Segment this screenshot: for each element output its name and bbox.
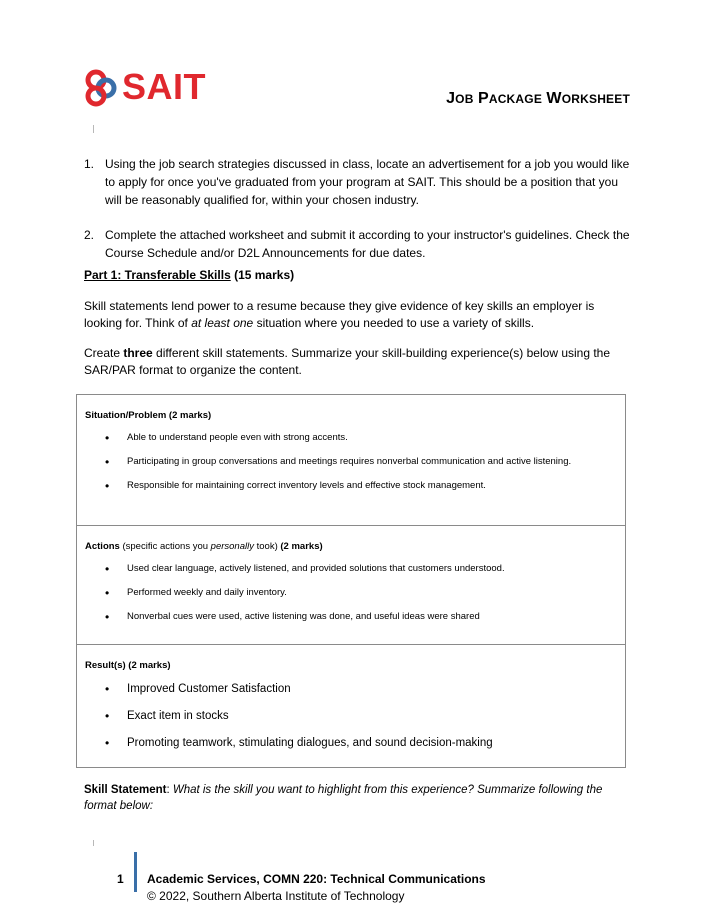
footer-accent-bar [134,852,137,892]
list-item: • Participating in group conversations and meetings requires nonverbal communication and active listening. [105,455,572,469]
actions-section [77,526,625,645]
sait-logo-mark-icon [84,68,120,108]
footer-copyright: © 2022, Southern Alberta Institute of Technology [147,889,405,903]
list-item: • Promoting teamwork, stimulating dialogues, and sound decision-making [105,736,493,750]
list-item: • Nonverbal cues were used, active listening was done, and useful ideas were shared [105,610,480,624]
sar-table [76,394,626,768]
intro-paragraph: Skill statements lend power to a resume because they give evidence of key skills an employer is looking for. Think of at least one situation where you needed to use a variety of skills. [84,299,595,330]
list-item: • Responsible for maintaining correct inventory levels and effective stock management. [105,479,486,493]
logo-text: SAIT [122,66,207,107]
list-item: • Used clear language, actively listened, and provided solutions that customers understood. [105,562,505,576]
results-section [77,645,625,767]
sait-logo [84,66,207,108]
instruction-item: 1. Using the job search strategies discussed in class, locate an advertisement for a job you would like to apply for once you've graduated from your program at SAIT. This should be a position that you will be reasonably qualified for, within your chosen industry. [84,157,630,207]
situation-title: Situation/Problem (2 marks) [85,410,212,421]
margin-tick [93,125,94,133]
instruction-list [84,155,632,279]
instructions-paragraph: Create three different skill statements. Summarize your skill-building experience(s) below using the SAR/PAR format to organize the content. [84,346,611,377]
instruction-item: 2. Complete the attached worksheet and submit it according to your instructor's guidelines. Check the Course Schedule and/or D2L Announcements for due dates. [84,228,630,260]
skill-statement-prompt: Skill Statement: What is the skill you want to highlight from this experience? Summarize following the format below: [84,784,603,812]
list-item: • Improved Customer Satisfaction [105,682,291,696]
list-item: • Exact item in stocks [105,709,229,723]
page-number: 1 [117,872,124,886]
list-item: • Performed weekly and daily inventory. [105,586,287,600]
list-item: • Able to understand people even with strong accents. [105,431,348,445]
actions-title: Actions (specific actions you personally took) (2 marks) [85,541,323,552]
page-title: JOB PACKAGE WORKSHEET [446,90,630,107]
results-title: Result(s) (2 marks) [85,660,171,671]
situation-section [77,395,625,526]
part-heading: Part 1: Transferable Skills (15 marks) [84,268,295,282]
footer-course: Academic Services, COMN 220: Technical Communications [147,872,486,886]
margin-tick [93,840,94,846]
